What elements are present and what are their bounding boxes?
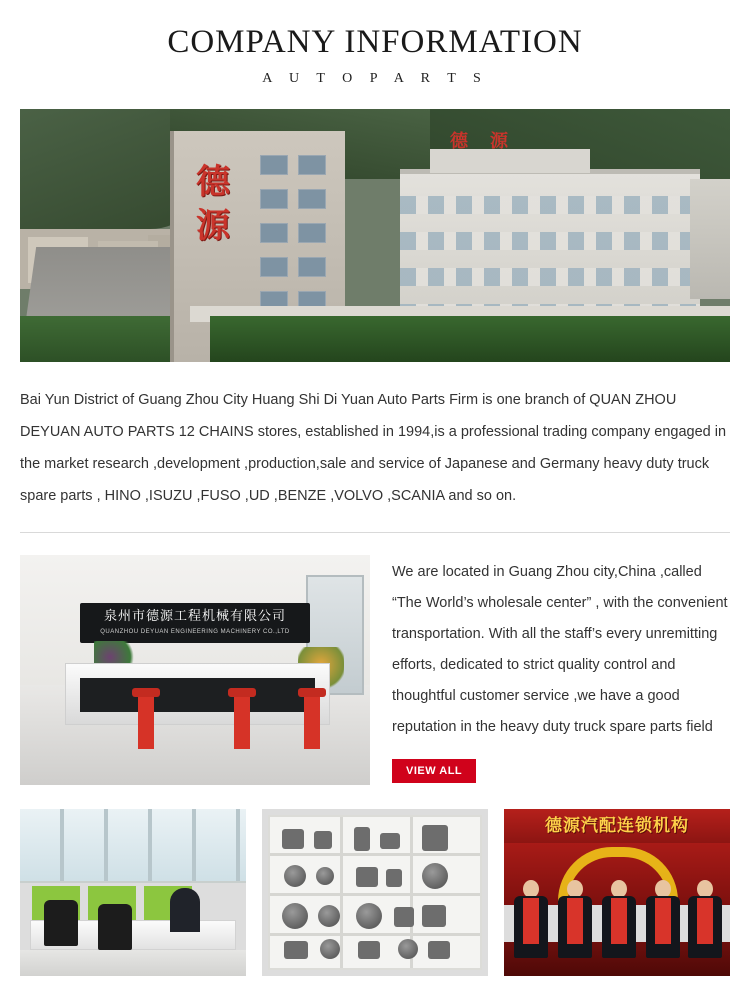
intro-paragraph: Bai Yun District of Guang Zhou City Huang Shi Di Yuan Auto Parts Firm is one branch of QUAN ZHOU DEYUAN AUTO PARTS 12 CHAINS stores, established in 1994,is a professional trading company engaged in the market research ,development ,production,sale and service of Japanese and Germany heavy duty truck spare parts , HINO ,ISUZU ,FUSO ,UD ,BENZE ,VOLVO ,SCANIA and so on. (20, 392, 727, 504)
staff-team-photo (504, 809, 730, 976)
hero-building-image (20, 109, 730, 362)
page-title: COMPANY INFORMATION (167, 24, 583, 60)
hero-tree-row (210, 316, 730, 362)
reception-counter (65, 663, 330, 725)
reception-stool (234, 695, 250, 749)
reception-photo (20, 555, 370, 785)
about-paragraph: We are located in Guang Zhou city,China ,called “The World’s wholesale center” , with the convenient transportation. With all the staff’s every unremitting efforts, dedicated to strict quality control and thoughtful customer service ,we have a good reputation in the heavy duty truck spare parts field (392, 564, 728, 735)
hero-building-sign: 德源 (196, 164, 230, 245)
warehouse-shelf-photo (262, 809, 488, 976)
office-photo (20, 809, 246, 976)
page-header (0, 0, 750, 87)
reception-stool (138, 695, 154, 749)
hero-rooftop-sign: 德源 (450, 131, 530, 151)
about-section (20, 555, 730, 785)
reception-sign-en: QUANZHOU DEYUAN ENGINEERING MACHINERY CO.,LTD (100, 629, 290, 635)
staff-photo-banner (504, 809, 730, 843)
section-divider (20, 532, 730, 533)
reception-sign-cn: 泉州市德源工程机械有限公司 (103, 608, 286, 623)
hero-far-right-building (690, 179, 730, 299)
photo-gallery (20, 809, 730, 976)
reception-signboard (80, 603, 310, 643)
about-text-block (392, 555, 730, 785)
view-all-button[interactable]: VIEW ALL (392, 759, 476, 783)
page-subtitle: A U T O P A R T S (262, 71, 488, 86)
reception-stool (304, 695, 320, 749)
staff-banner-text: 德源汽配连锁机构 (545, 816, 689, 835)
